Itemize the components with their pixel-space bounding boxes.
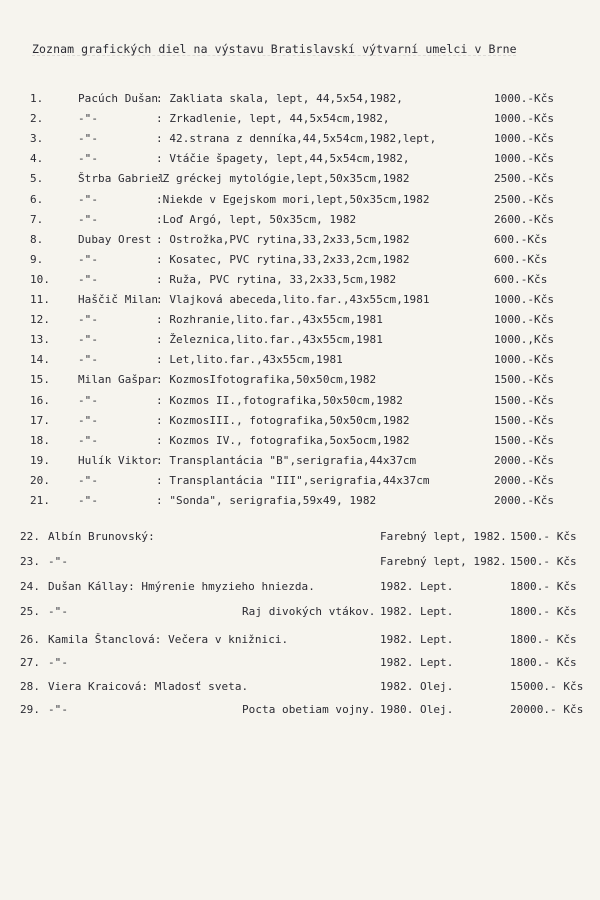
- artist-name: Viera Kraicová: Mladosť sveta.: [48, 680, 249, 693]
- work-medium: 1982. Olej.: [380, 680, 454, 693]
- price: 2000.-Kčs: [494, 473, 555, 487]
- artist-name: Dušan Kállay: Hmýrenie hmyzieho hniezda.: [48, 580, 315, 593]
- list-item: [30, 253, 585, 269]
- item-number: 24.: [20, 580, 41, 593]
- item-number: 7.: [30, 212, 44, 226]
- item-number: 23.: [20, 555, 41, 568]
- work-medium: 1982. Lept.: [380, 656, 454, 669]
- list-item: [30, 313, 585, 329]
- work-description: : Ruža, PVC rytina, 33,2x33,5cm,1982: [156, 272, 397, 286]
- price: 1800.- Kčs: [510, 580, 577, 593]
- artist-name: -"-: [78, 272, 99, 286]
- item-number: 18.: [30, 433, 51, 447]
- price: 1000.-Kčs: [494, 353, 555, 367]
- list-item: [30, 273, 585, 289]
- list-item: [30, 233, 585, 249]
- work-medium: 1980. Olej.: [380, 703, 454, 716]
- artist-name: Pacúch Dušan: [78, 92, 159, 105]
- price: 1800.- Kčs: [510, 633, 577, 646]
- artist-name: -"-: [48, 555, 69, 568]
- artist-name: -"-: [78, 413, 99, 427]
- work-medium: Farebný lept, 1982.: [380, 530, 507, 543]
- artist-name: -"-: [78, 212, 99, 226]
- item-number: 4.: [30, 152, 44, 166]
- list-item: [30, 92, 585, 108]
- artist-name: -"-: [78, 112, 99, 126]
- work-description: : Transplantácia "III",serigrafia,44x37cm: [156, 473, 430, 487]
- price: 2000.-Kčs: [494, 494, 555, 507]
- list-item: [20, 580, 585, 596]
- item-number: 13.: [30, 333, 51, 347]
- item-number: 16.: [30, 393, 51, 407]
- artist-name: Kamila Štanclová: Večera v knižnici.: [48, 633, 289, 646]
- list-item: [30, 353, 585, 369]
- price: 600.-Kčs: [494, 252, 548, 266]
- work-description: : KozmosIII., fotografika,50x50cm,1982: [156, 413, 410, 427]
- item-number: 20.: [30, 473, 51, 487]
- item-number: 22.: [20, 530, 41, 543]
- artist-name: -"-: [78, 192, 99, 206]
- price: 15000.- Kčs: [510, 680, 584, 693]
- item-number: 29.: [20, 703, 41, 716]
- price: 1800.- Kčs: [510, 656, 577, 669]
- artist-name: -"-: [48, 703, 69, 716]
- item-number: 17.: [30, 413, 51, 427]
- price: 20000.- Kčs: [510, 703, 584, 716]
- item-number: 25.: [20, 605, 41, 618]
- list-item: [20, 605, 585, 621]
- artist-name: Štrba Gabriel: [78, 172, 165, 186]
- work-medium: 1982. Lept.: [380, 633, 454, 646]
- artist-name: -"-: [78, 494, 99, 507]
- item-number: 28.: [20, 680, 41, 693]
- price: 1000.-Kčs: [494, 313, 555, 327]
- list-item: [30, 293, 585, 309]
- price: 1000.-Kčs: [494, 293, 555, 306]
- work-description: :Z gréckej mytológie,lept,50x35cm,1982: [156, 172, 410, 186]
- price: 1500.- Kčs: [510, 555, 577, 568]
- list-item: [30, 333, 585, 349]
- item-number: 10.: [30, 272, 51, 286]
- list-item: [20, 555, 585, 571]
- price: 2000.-Kčs: [494, 453, 555, 467]
- work-description: : Rozhranie,lito.far.,43x55cm,1981: [156, 313, 383, 327]
- artist-name: Dubay Orest: [78, 232, 152, 246]
- artist-name: Haščič Milan: [78, 293, 159, 306]
- item-number: 14.: [30, 353, 51, 367]
- list-item: [30, 373, 585, 389]
- price: 1000.-Kčs: [494, 152, 555, 166]
- item-number: 6.: [30, 192, 44, 206]
- artist-name: -"-: [78, 132, 99, 146]
- artist-name: -"-: [78, 433, 99, 447]
- item-number: 1.: [30, 92, 44, 105]
- item-number: 15.: [30, 373, 51, 387]
- price: 600.-Kčs: [494, 272, 548, 286]
- price: 1500.- Kčs: [510, 530, 577, 543]
- price: 1000.,Kčs: [494, 333, 555, 347]
- work-description: : Ostrožka,PVC rytina,33,2x33,5cm,1982: [156, 232, 410, 246]
- item-number: 26.: [20, 633, 41, 646]
- artist-name: Milan Gašpar: [78, 373, 159, 387]
- list-item: [30, 394, 585, 410]
- work-title: Raj divokých vtákov.: [242, 605, 376, 618]
- work-description: :Niekde v Egejskom mori,lept,50x35cm,1982: [156, 192, 430, 206]
- item-number: 27.: [20, 656, 41, 669]
- list-item: [30, 172, 585, 188]
- list-item: [20, 703, 585, 719]
- price: 1800.- Kčs: [510, 605, 577, 618]
- price: 2600.-Kčs: [494, 212, 555, 226]
- work-description: : "Sonda", serigrafia,59x49, 1982: [156, 494, 377, 507]
- work-description: : Transplantácia "B",serigrafia,44x37cm: [156, 453, 417, 467]
- artist-name: Hulík Viktor: [78, 453, 159, 467]
- artist-name: Albín Brunovský:: [48, 530, 155, 543]
- work-description: : Zakliata skala, lept, 44,5x54,1982,: [156, 92, 403, 105]
- price: 1500.-Kčs: [494, 433, 555, 447]
- work-medium: Farebný lept, 1982.: [380, 555, 507, 568]
- item-number: 3.: [30, 132, 44, 146]
- work-description: : Kozmos IV., fotografika,5ox5ocm,1982: [156, 433, 410, 447]
- item-number: 19.: [30, 453, 51, 467]
- list-item: [30, 454, 585, 470]
- artist-name: -"-: [78, 313, 99, 327]
- price: 1500.-Kčs: [494, 373, 555, 387]
- work-description: : 42.strana z denníka,44,5x54cm,1982,lept,: [156, 132, 437, 146]
- list-item: [30, 494, 585, 510]
- list-item: [30, 132, 585, 148]
- work-description: : Kosatec, PVC rytina,33,2x33,2cm,1982: [156, 252, 410, 266]
- work-description: : Kozmos II.,fotografika,50x50cm,1982: [156, 393, 403, 407]
- artist-name: -"-: [48, 605, 69, 618]
- work-description: : Zrkadlenie, lept, 44,5x54cm,1982,: [156, 112, 390, 126]
- list-item: [20, 656, 585, 672]
- list-item: [30, 474, 585, 490]
- price: 1000.-Kčs: [494, 92, 555, 105]
- artist-name: -"-: [78, 353, 99, 367]
- artist-name: -"-: [78, 333, 99, 347]
- list-item: [20, 633, 585, 649]
- work-medium: 1982. Lept.: [380, 580, 454, 593]
- work-description: : KozmosIfotografika,50x50cm,1982: [156, 373, 377, 387]
- item-number: 9.: [30, 252, 44, 266]
- work-description: : Vtáčie špagety, lept,44,5x54cm,1982,: [156, 152, 410, 166]
- price: 600.-Kčs: [494, 232, 548, 246]
- artist-name: -"-: [78, 393, 99, 407]
- list-item: [20, 680, 585, 696]
- work-description: : Vlajková abeceda,lito.far.,43x55cm,1981: [156, 293, 430, 306]
- list-item: [30, 193, 585, 209]
- work-description: : Železnica,lito.far.,43x55cm,1981: [156, 333, 383, 347]
- work-medium: 1982. Lept.: [380, 605, 454, 618]
- price: 1500.-Kčs: [494, 413, 555, 427]
- work-description: :Loď Argó, lept, 50x35cm, 1982: [156, 212, 357, 226]
- artist-name: -"-: [48, 656, 69, 669]
- work-description: : Let,lito.far.,43x55cm,1981: [156, 353, 343, 367]
- price: 1500.-Kčs: [494, 393, 555, 407]
- price: 2500.-Kčs: [494, 172, 555, 186]
- artist-name: -"-: [78, 473, 99, 487]
- item-number: 12.: [30, 313, 51, 327]
- item-number: 11.: [30, 293, 51, 306]
- item-number: 5.: [30, 172, 44, 186]
- item-number: 2.: [30, 112, 44, 126]
- artist-name: -"-: [78, 152, 99, 166]
- document-title: Zoznam grafických diel na výstavu Bratislavskí výtvarní umelci v Brne: [32, 42, 517, 56]
- price: 1000.-Kčs: [494, 132, 555, 146]
- item-number: 8.: [30, 232, 44, 246]
- list-item: [20, 530, 585, 546]
- list-item: [30, 414, 585, 430]
- list-item: [30, 434, 585, 450]
- list-item: [30, 152, 585, 168]
- list-item: [30, 112, 585, 128]
- artist-name: -"-: [78, 252, 99, 266]
- price: 2500.-Kčs: [494, 192, 555, 206]
- work-title: Pocta obetiam vojny.: [242, 703, 376, 716]
- price: 1000.-Kčs: [494, 112, 555, 126]
- item-number: 21.: [30, 494, 51, 507]
- list-item: [30, 213, 585, 229]
